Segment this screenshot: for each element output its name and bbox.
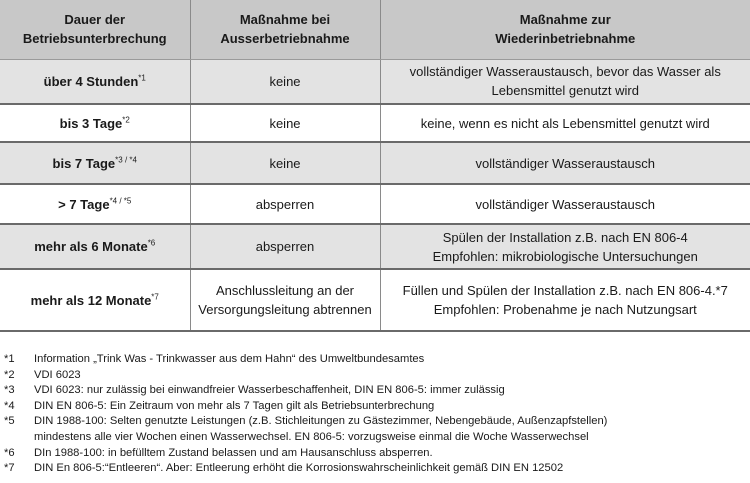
table-row xyxy=(0,59,750,104)
shutdown-cell: keine xyxy=(190,142,380,184)
shutdown-cell: Anschlussleitung an der Versorgungsleitung abtrennen xyxy=(190,269,380,331)
footnote: *2 VDI 6023 xyxy=(4,368,81,381)
header-restart-measure: Maßnahme zur Wiederinbetriebnahme xyxy=(380,0,750,59)
restart-cell: Spülen der Installation z.B. nach EN 806-4 Empfohlen: mikrobiologische Untersuchungen xyxy=(380,224,750,269)
shutdown-cell: absperren xyxy=(190,184,380,224)
footnote: *5 DIN 1988-100: Selten genutzte Leistungen (z.B. Stichleitungen zu Gästezimmer, Nebengebäude, Außenzapfstellen) mindestens alle vier Wochen einen Wasserwechsel. EN 806-5: vorzugsweise einmal die Woche Wasserwechsel xyxy=(4,415,608,443)
duration-cell: mehr als 12 Monate$^{*7}$ xyxy=(0,269,190,331)
duration-cell: bis 3 Tage$^{*2}$ xyxy=(0,104,190,142)
footnote: *6 DIn 1988-100: in befülltem Zustand belassen und am Hausanschluss absperren. xyxy=(4,446,433,459)
footnote: *1 Information „Trink Was - Trinkwasser aus dem Hahn“ des Umweltbundesamtes xyxy=(4,353,425,365)
shutdown-cell: keine xyxy=(190,59,380,104)
shutdown-cell: absperren xyxy=(190,224,380,269)
table-header-row xyxy=(0,0,750,59)
header-duration: Dauer der Betriebsunterbrechung xyxy=(0,0,190,59)
table-row xyxy=(0,184,750,224)
restart-cell: vollständiger Wasseraustausch, bevor das Wasser als Lebensmittel genutzt wird xyxy=(380,59,750,104)
duration-cell: mehr als 6 Monate$^{*6}$ xyxy=(0,224,190,269)
table-row xyxy=(0,142,750,184)
footnote: *3 VDI 6023: nur zulässig bei einwandfreier Wasserbeschaffenheit, DIN EN 806-5: immer zulässig xyxy=(4,384,505,397)
restart-cell: keine, wenn es nicht als Lebensmittel genutzt wird xyxy=(380,104,750,142)
restart-cell: vollständiger Wasseraustausch xyxy=(380,142,750,184)
header-shutdown-measure: Maßnahme bei Ausserbetriebnahme xyxy=(190,0,380,59)
duration-cell: bis 7 Tage$^{*3 / *4}$ xyxy=(0,142,190,184)
duration-cell: > 7 Tage$^{*4 / *5}$ xyxy=(0,184,190,224)
restart-cell: vollständiger Wasseraustausch xyxy=(380,184,750,224)
restart-cell: Füllen und Spülen der Installation z.B. nach EN 806-4.*7 Empfohlen: Probenahme je nach Nutzungsart xyxy=(380,269,750,331)
shutdown-cell: keine xyxy=(190,104,380,142)
table-row xyxy=(0,104,750,142)
duration-cell: über 4 Stunden$^{*1}$ xyxy=(0,59,190,104)
table-row xyxy=(0,269,750,331)
footnote: *4 DIN EN 806-5: Ein Zeitraum von mehr als 7 Tagen gilt als Betriebsunterbrechung xyxy=(4,399,435,412)
footnotes xyxy=(4,352,748,477)
footnote: *7 DIN En 806-5:“Entleeren“. Aber: Entleerung erhöht die Korrosionswahrscheinlichkeit gemäß DIN EN 12502 xyxy=(4,462,564,475)
table-row xyxy=(0,224,750,269)
